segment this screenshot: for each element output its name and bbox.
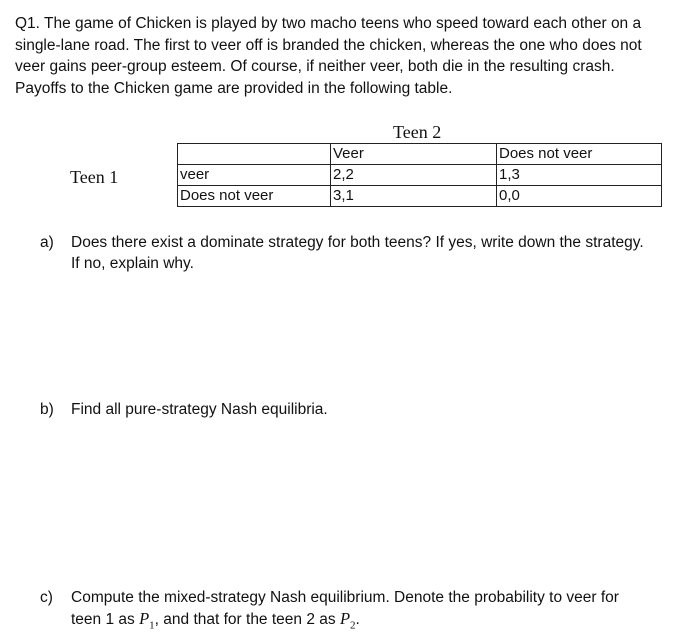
question-text — [71, 232, 680, 274]
question-label: b) — [40, 401, 54, 418]
p2-subscript: 2 — [350, 619, 356, 632]
p1-symbol — [139, 609, 155, 632]
intro-line: veer gains peer-group esteem. Of course, if neither veer, both die in the resulting crash. — [15, 58, 615, 75]
row-player-label: Teen 1 — [70, 167, 119, 187]
payoff-table — [177, 143, 662, 207]
p2-letter: P — [339, 609, 351, 628]
intro-line: Q1. The game of Chicken is played by two macho teens who speed toward each other on a — [15, 15, 642, 32]
question-line — [71, 608, 680, 636]
question-text-fragment: . — [355, 611, 360, 628]
column-player-label: Teen 2 — [393, 122, 442, 142]
table-cell: 0,0 — [497, 186, 662, 207]
table-row-label: veer — [178, 165, 331, 186]
intro-paragraph — [15, 13, 685, 99]
p1-letter: P — [139, 609, 150, 628]
intro-line: single-lane road. The first to veer off is branded the chicken, whereas the one who does not — [15, 36, 642, 54]
question-line: Does there exist a dominate strategy for both teens? If yes, write down the strategy. — [71, 234, 644, 251]
question-line: If no, explain why. — [71, 255, 194, 272]
table-row — [178, 165, 662, 186]
intro-line: Payoffs to the Chicken game are provided in the following table. — [15, 79, 453, 97]
question-text-fragment: teen 1 as — [71, 611, 140, 628]
question-line: Compute the mixed-strategy Nash equilibrium. Denote the probability to veer for — [71, 589, 619, 606]
question-line: Find all pure-strategy Nash equilibria. — [71, 401, 328, 418]
table-header-cell: Does not veer — [497, 144, 662, 165]
question-text-fragment: , and that for the teen 2 as — [154, 611, 340, 628]
question-text — [71, 399, 680, 420]
table-cell: 1,3 — [497, 165, 662, 186]
table-row-label: Does not veer — [178, 186, 331, 207]
question-label: a) — [40, 234, 54, 251]
table-cell — [178, 144, 331, 165]
question-a — [40, 232, 680, 274]
table-row — [178, 186, 662, 207]
question-text — [71, 587, 680, 636]
table-cell: 3,1 — [331, 186, 497, 207]
question-b — [40, 399, 680, 420]
p1-subscript: 1 — [149, 619, 155, 632]
p2-symbol — [339, 609, 356, 632]
table-cell: 2,2 — [331, 165, 497, 186]
table-header-row — [178, 144, 662, 165]
table-header-cell: Veer — [331, 144, 497, 165]
question-label: c) — [40, 589, 53, 606]
question-c — [40, 587, 680, 636]
